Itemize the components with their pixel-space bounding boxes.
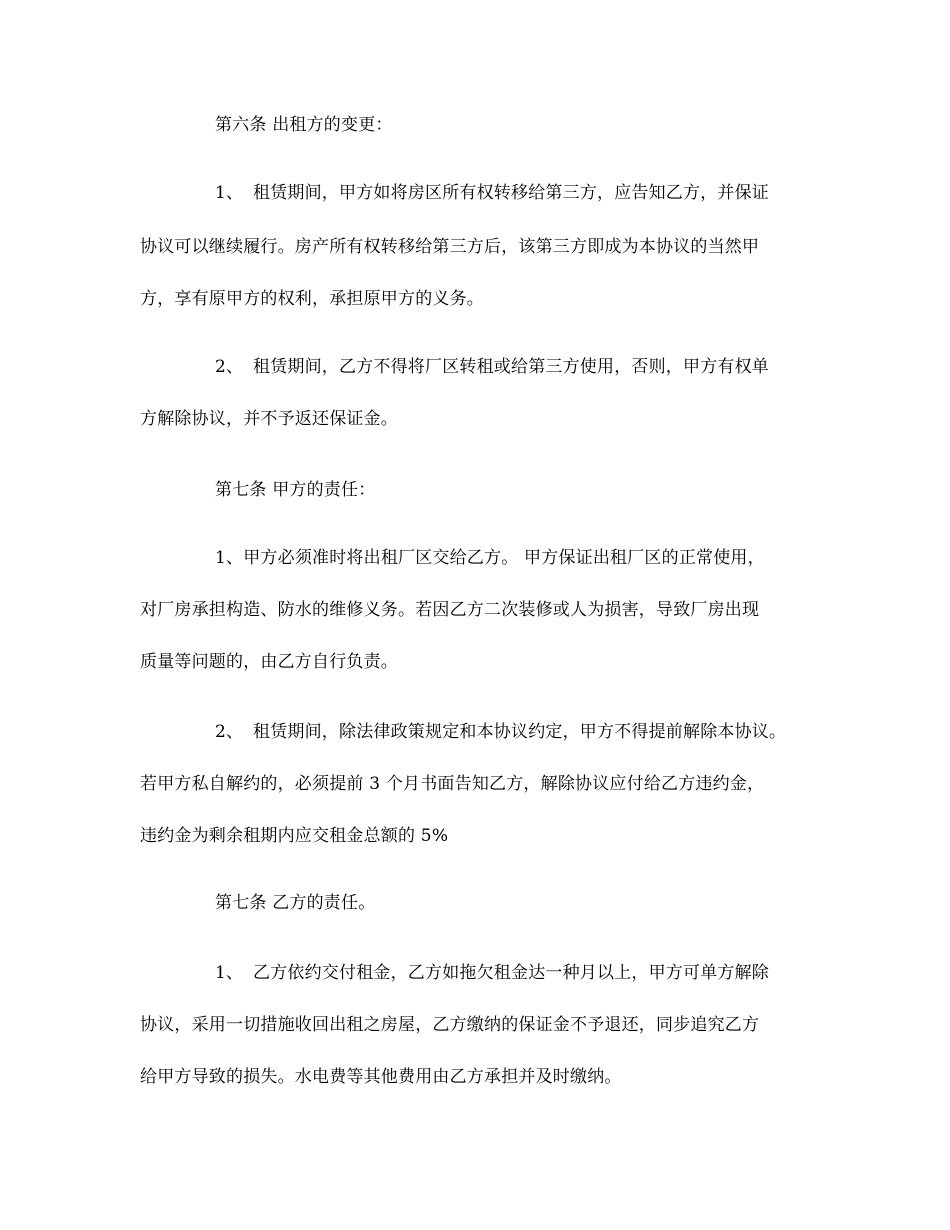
article-6-item-1-line-1 [215, 183, 769, 203]
article-7b-heading: 第七条 乙方的责任。 [215, 893, 376, 913]
article-7a-item-2-line-2: 若甲方私自解约的，必须提前 3 个月书面告知乙方，解除协议应付给乙方违约金， [140, 774, 765, 794]
paragraph-text: 乙方依约交付租金，乙方如拖欠租金达一种月以上，甲方可单方解除 [253, 963, 769, 983]
article-6-heading: 第六条 出租方的变更： [215, 115, 393, 135]
article-7a-item-1-line-3: 质量等问题的，由乙方自行负责。 [140, 652, 398, 672]
paragraph-text: 租赁期间，除法律政策规定和本协议约定，甲方不得提前解除本协议。 [253, 722, 787, 742]
article-6-item-2-line-2: 方解除协议，并不予返还保证金。 [140, 409, 398, 429]
article-7b-item-1-line-2: 协议，采用一切措施收回出租之房屋，乙方缴纳的保证金不予退还，同步追究乙方 [140, 1015, 760, 1035]
item-number: 1、 [215, 963, 244, 983]
article-6-item-1-line-3: 方，享有原甲方的权利，承担原甲方的义务。 [140, 289, 484, 309]
article-7a-item-2-line-3: 违约金为剩余租期内应交租金总额的 5% [140, 826, 449, 846]
paragraph-text: 租赁期间，乙方不得将厂区转租或给第三方使用，否则，甲方有权单 [253, 357, 769, 377]
article-6-item-1-line-2: 协议可以继续履行。房产所有权转移给第三方后，该第三方即成为本协议的当然甲 [140, 237, 760, 257]
article-7a-item-1-line-2: 对厂房承担构造、防水的维修义务。若因乙方二次装修或人为损害，导致厂房出现 [140, 600, 760, 620]
article-7b-item-1-line-3: 给甲方导致的损失。水电费等其他费用由乙方承担并及时缴纳。 [140, 1067, 622, 1087]
article-7a-item-2-line-1 [215, 722, 786, 742]
item-number: 1、 [215, 183, 244, 203]
item-number: 2、 [215, 357, 244, 377]
article-7b-item-1-line-1 [215, 963, 769, 983]
item-number: 2、 [215, 722, 244, 742]
article-6-item-2-line-1 [215, 357, 769, 377]
article-7a-item-1-line-1: 1、甲方必须准时将出租厂区交给乙方。 甲方保证出租厂区的正常使用， [215, 548, 765, 568]
article-7a-heading: 第七条 甲方的责任： [215, 480, 376, 500]
paragraph-text: 租赁期间，甲方如将房区所有权转移给第三方，应告知乙方，并保证 [253, 183, 769, 203]
